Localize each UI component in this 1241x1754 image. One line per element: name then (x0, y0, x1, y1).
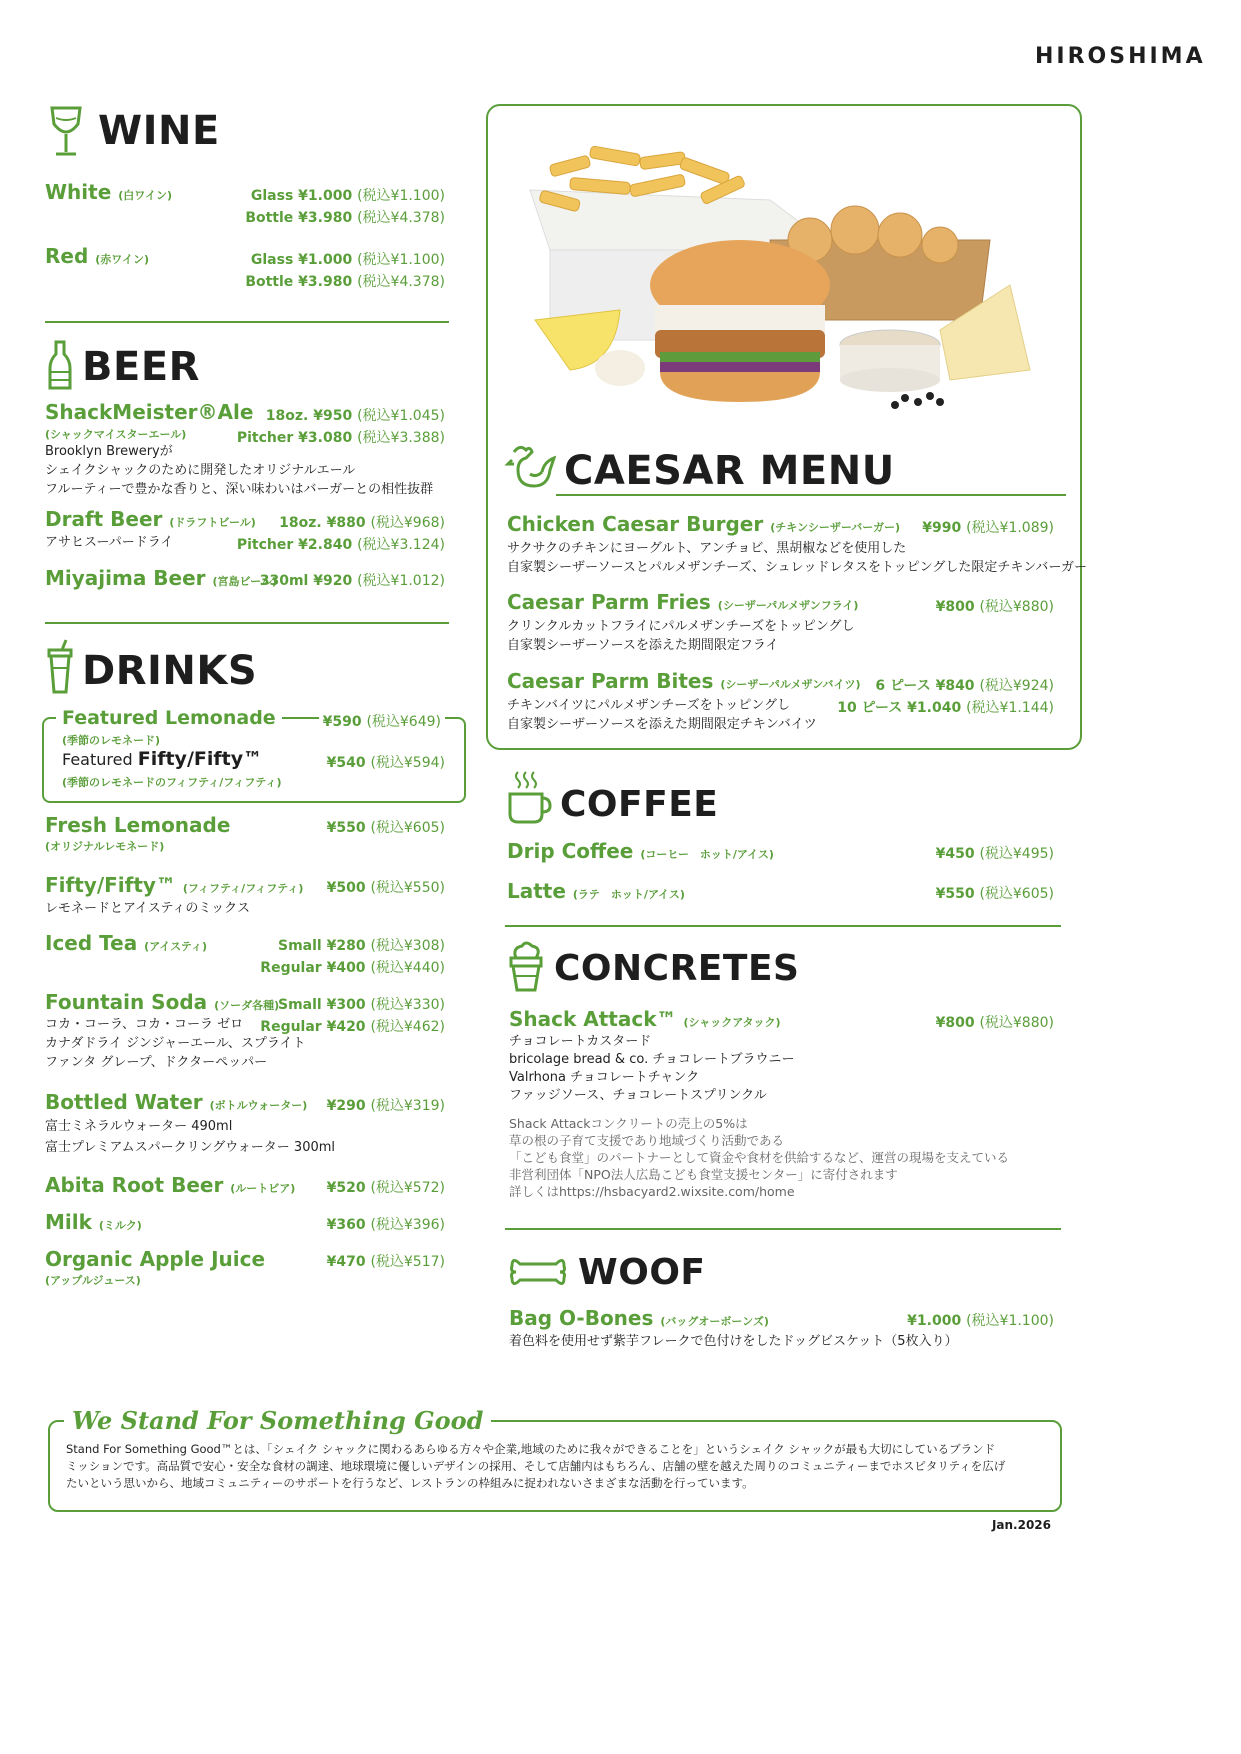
iced-tea-regular-price: Regular ¥400 (税込¥440) (260, 960, 445, 976)
wine-red-name: Red (赤ワイン) (45, 244, 149, 268)
wine-glass-icon (48, 104, 84, 160)
beer-bottle-icon (48, 340, 72, 392)
fresh-lemonade-jp: (オリジナルレモネード) (45, 840, 165, 853)
beer-draft-18oz-price: 18oz. ¥880 (税込¥968) (279, 515, 445, 531)
location-label: HIROSHIMA (1035, 44, 1206, 69)
beer-draft-name: Draft Beer (ドラフトビール) (45, 507, 256, 531)
bag-o-bones-price: ¥1.000 (税込¥1.100) (907, 1313, 1054, 1329)
concrete-cup-icon (508, 940, 544, 994)
milk-name: Milk (ミルク) (45, 1210, 142, 1234)
fountain-soda-small-price: Small ¥300 (税込¥330) (278, 997, 445, 1013)
caesar-fries-desc: クリンクルカットフライにパルメザンチーズをトッピングし 自家製シーザーソースを添えた期間限定フライ (507, 619, 855, 653)
caesar-fries-price: ¥800 (税込¥880) (935, 599, 1054, 615)
drip-coffee-name: Drip Coffee (コーヒー ホット/アイス) (507, 839, 774, 863)
apple-juice-jp: (アップルジュース) (45, 1274, 141, 1287)
iced-tea-small-price: Small ¥280 (税込¥308) (278, 938, 445, 954)
beer-miyajima-price: 330ml ¥920 (税込¥1.012) (259, 573, 445, 589)
latte-name: Latte (ラテ ホット/アイス) (507, 879, 685, 903)
wine-white-bottle-price: Bottle ¥3.980 (税込¥4.378) (245, 210, 445, 226)
featured-lemonade-jp: (季節のレモネード) (62, 734, 161, 747)
wine-heading: WINE (98, 108, 220, 154)
beer-shackmeister-18oz-price: 18oz. ¥950 (税込¥1.045) (265, 408, 445, 424)
concretes-heading: CONCRETES (554, 948, 800, 989)
concretes-divider (505, 1228, 1061, 1230)
drinks-heading: DRINKS (82, 648, 258, 694)
bone-icon (508, 1254, 568, 1290)
root-beer-name: Abita Root Beer (ルートビア) (45, 1173, 296, 1197)
beer-shackmeister-desc: Brooklyn Breweryが シェイクシャックのために開発したオリジナルエール フルーティーで豊かな香りと、深い味わいはバーガーとの相性抜群 (45, 444, 434, 497)
sfsg-text: Stand For Something Good™とは、「シェイク シャックに関わるあらゆる方々や企業,地域のために我々ができることを」というシェイク シャックが最も大切にしているブランド ミッションです。高品質で安心・安全な食材の調達、地球環境に優しいデザインの採用、そして店舗内はもちろん、店舗の壁を越えた周りのコミュニティーまでホスピタリティを広げ たいという思いから、地域コミュニティーのサポートを行うなど、レストランの枠組みに捉われないさまざまな活動を行っています。 (66, 1442, 1006, 1490)
bag-o-bones-desc: 着色料を使用せず紫芋フレークで色付けをしたドッグビスケット（5枚入り） (509, 1334, 958, 1349)
beer-draft-pitcher-price: Pitcher ¥2.840 (税込¥3.124) (236, 537, 445, 553)
shack-attack-price: ¥800 (税込¥880) (935, 1015, 1054, 1031)
caesar-heading-rule (556, 494, 1066, 496)
food-photo (510, 140, 1060, 440)
coffee-divider (505, 925, 1061, 927)
fifty-fifty-name: Fifty/Fifty™ (フィフティ/フィフティ) (45, 873, 304, 897)
shack-attack-charity-note: Shack Attackコンクリートの売上の5%は 草の根の子育て支援であり地域づくり活動である 「こども食堂」のパートナーとして資金や食材を供給するなど、運営の現場を支えている 非営利団体「NPO法人広島こども食堂支援センター」に寄付されます 詳しくはhttps://hsbacyard2.wixsite.com/home (509, 1116, 1010, 1199)
iced-tea-name: Iced Tea (アイスティ) (45, 931, 208, 955)
root-beer-price: ¥520 (税込¥572) (326, 1180, 445, 1196)
fountain-soda-name: Fountain Soda (ソーダ各種) (45, 990, 280, 1014)
wine-divider (45, 321, 449, 323)
featured-lemonade-price: ¥590 (税込¥649) (319, 711, 445, 731)
coffee-cup-icon (506, 770, 552, 824)
latte-price: ¥550 (税込¥605) (935, 886, 1054, 902)
bottled-water-name: Bottled Water (ボトルウォーター) (45, 1090, 308, 1114)
bottled-water-price: ¥290 (税込¥319) (326, 1098, 445, 1114)
beer-miyajima-name: Miyajima Beer (宮島ビール) (45, 566, 277, 590)
beer-shackmeister-pitcher-price: Pitcher ¥3.080 (税込¥3.388) (236, 430, 445, 446)
featured-fifty-jp: (季節のレモネードのフィフティ/フィフティ) (62, 776, 282, 789)
wine-red-glass-price: Glass ¥1.000 (税込¥1.100) (250, 252, 445, 268)
drip-coffee-price: ¥450 (税込¥495) (935, 846, 1054, 862)
wine-white-glass-price: Glass ¥1.000 (税込¥1.100) (250, 188, 445, 204)
caesar-bites-name: Caesar Parm Bites (シーザーパルメザンバイツ) (507, 669, 861, 693)
drink-cup-icon (46, 638, 74, 696)
fresh-lemonade-price: ¥550 (税込¥605) (326, 820, 445, 836)
woof-heading: WOOF (578, 1252, 706, 1293)
fountain-soda-regular-price: Regular ¥420 (税込¥462) (260, 1019, 445, 1035)
beer-draft-desc: アサヒスーパードライ (45, 535, 174, 550)
featured-fifty-name: Featured Fifty/Fifty™ (62, 748, 263, 770)
apple-juice-name: Organic Apple Juice (45, 1247, 266, 1271)
wine-white-name: White (白ワイン) (45, 180, 172, 204)
beer-shackmeister-name: ShackMeister®Ale (45, 400, 254, 424)
fifty-fifty-price: ¥500 (税込¥550) (326, 880, 445, 896)
coffee-heading: COFFEE (560, 784, 719, 825)
menu-date: Jan.2026 (991, 1518, 1051, 1532)
fifty-fifty-desc: レモネードとアイスティのミックス (45, 901, 251, 916)
featured-lemonade-name: Featured Lemonade (56, 707, 282, 729)
caesar-burger-name: Chicken Caesar Burger (チキンシーザーバーガー) (507, 512, 901, 536)
caesar-bites-10-price: 10 ピース ¥1.040 (税込¥1.144) (837, 700, 1054, 716)
apple-juice-price: ¥470 (税込¥517) (326, 1254, 445, 1270)
caesar-bites-desc: チキンバイツにパルメザンチーズをトッピングし 自家製シーザーソースを添えた期間限定チキンバイツ (507, 698, 817, 732)
sfsg-title: We Stand For Something Good (64, 1406, 491, 1435)
wine-red-bottle-price: Bottle ¥3.980 (税込¥4.378) (245, 274, 445, 290)
fountain-soda-desc: コカ・コーラ、コカ・コーラ ゼロ カナダドライ ジンジャーエール、スプライト ファンタ グレープ、ドクターペッパー (45, 1017, 306, 1070)
beer-heading: BEER (82, 344, 200, 390)
milk-price: ¥360 (税込¥396) (326, 1217, 445, 1233)
shack-attack-name: Shack Attack™ (シャックアタック) (509, 1007, 781, 1031)
bottled-water-desc: 富士ミネラルウォーター 490ml 富士プレミアムスパークリングウォーター 300ml (45, 1119, 336, 1155)
caesar-burger-price: ¥990 (税込¥1.089) (922, 520, 1054, 536)
beer-shackmeister-jp: (シャックマイスターエール) (45, 428, 187, 441)
bag-o-bones-name: Bag O-Bones (バッグオーボーンズ) (509, 1306, 769, 1330)
caesar-burger-desc: サクサクのチキンにヨーグルト、アンチョビ、黒胡椒などを使用した 自家製シーザーソースとパルメザンチーズ、シュレッドレタスをトッピングした限定チキンバーガー (507, 541, 1088, 575)
caesar-heading: CAESAR MENU (564, 448, 895, 494)
shack-attack-desc: チョコレートカスタード bricolage bread & co. チョコレートブラウニー Valrhona チョコレートチャンク ファッジソース、チョコレートスプリンクル (509, 1034, 795, 1103)
rooster-icon (504, 442, 556, 494)
caesar-fries-name: Caesar Parm Fries (シーザーパルメザンフライ) (507, 590, 859, 614)
fresh-lemonade-name: Fresh Lemonade (45, 813, 231, 837)
beer-divider (45, 622, 449, 624)
caesar-bites-6-price: 6 ピース ¥840 (税込¥924) (875, 678, 1054, 694)
featured-fifty-price: ¥540 (税込¥594) (326, 755, 445, 771)
